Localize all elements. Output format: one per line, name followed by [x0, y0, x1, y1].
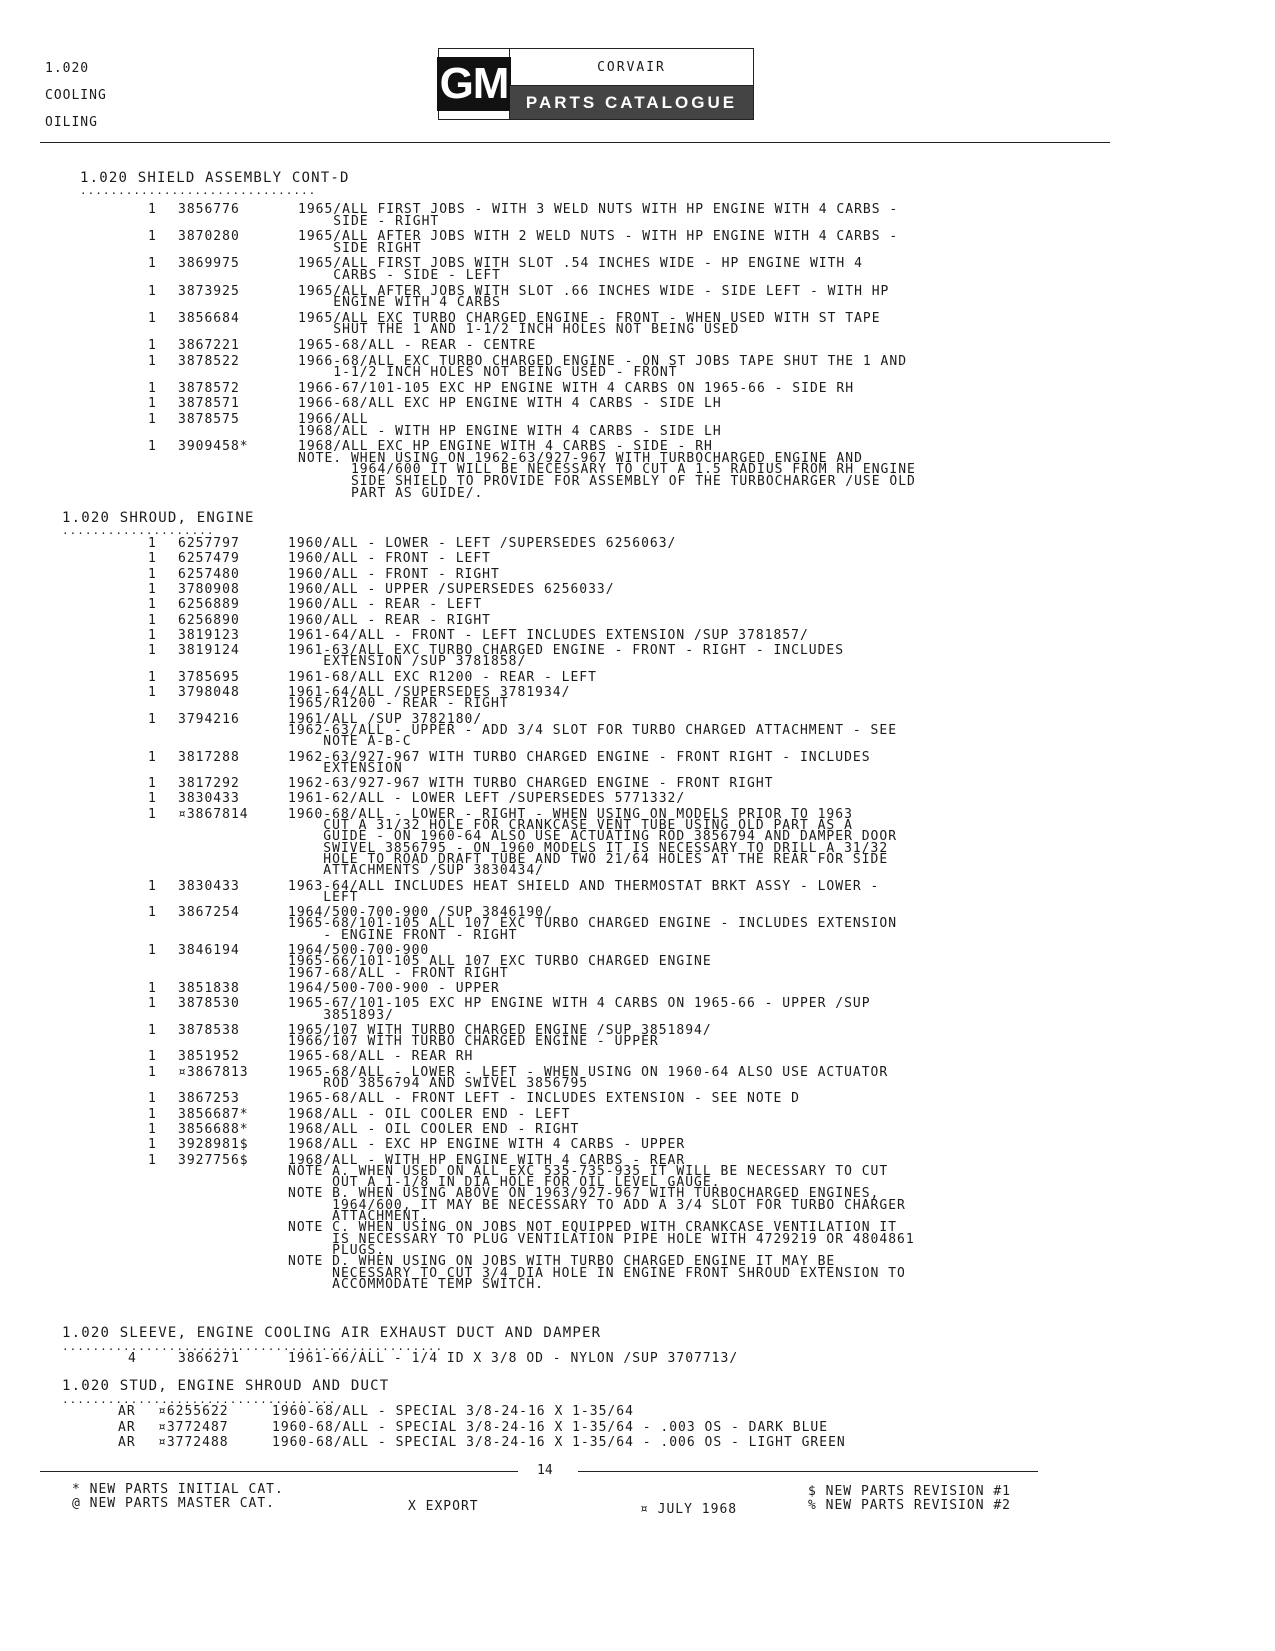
description-cell: 1961/ALL /SUP 3782180/	[288, 711, 483, 727]
part-number-cell: ¤6255622	[158, 1404, 229, 1419]
description-cell: NOTE C. WHEN USING ON JOBS NOT EQUIPPED WITH CRANKCASE VENTILATION IT	[288, 1220, 898, 1236]
quantity-cell: 1	[148, 396, 157, 412]
description-cell: SIDE SHIELD TO PROVIDE FOR ASSEMBLY OF THE TURBOCHARGER /USE OLD	[298, 474, 916, 489]
quantity-cell: 1	[148, 612, 157, 628]
part-number-cell: 3867254	[178, 905, 240, 921]
quantity-cell: 1	[148, 980, 157, 996]
quantity-cell: 1	[148, 202, 157, 217]
quantity-cell: 1	[148, 878, 157, 894]
description-cell: 1960/ALL - LOWER - LEFT /SUPERSEDES 6256063/	[288, 536, 677, 551]
quantity-cell: 1	[148, 1121, 157, 1137]
description-cell: 1962-63/927-967 WITH TURBO CHARGED ENGINE - FRONT RIGHT	[288, 776, 774, 792]
description-cell: GUIDE - ON 1960-64 ALSO USE ACTUATING ROD 3856794 AND DAMPER DOOR	[288, 829, 898, 845]
description-cell: 1965-66/101-105 ALL 107 EXC TURBO CHARGED ENGINE	[288, 954, 712, 970]
part-number-cell: ¤3867814	[178, 806, 249, 822]
description-cell: 1965/ALL FIRST JOBS - WITH 3 WELD NUTS WITH HP ENGINE WITH 4 CARBS -	[298, 202, 899, 217]
description-cell: 1961-66/ALL - 1/4 ID X 3/8 OD - NYLON /SUP 3707713/	[288, 1351, 739, 1366]
description-cell: SHUT THE 1 AND 1-1/2 INCH HOLES NOT BEING USED	[298, 322, 740, 338]
part-number-cell: 6257479	[178, 551, 240, 567]
quantity-cell: 1	[148, 806, 157, 822]
part-number-cell: 3819123	[178, 627, 240, 643]
part-number-cell: 3873925	[178, 283, 240, 299]
quantity-cell: 1	[148, 943, 157, 958]
description-cell: 1961-68/ALL EXC R1200 - REAR - LEFT	[288, 669, 597, 685]
description-cell: 1966/ALL	[298, 412, 369, 427]
description-cell: 1960-68/ALL - SPECIAL 3/8-24-16 X 1-35/64 - .003 OS - DARK BLUE	[272, 1419, 829, 1435]
quantity-cell: 1	[148, 1106, 157, 1122]
description-cell: 1968/ALL - OIL COOLER END - LEFT	[288, 1106, 571, 1122]
quantity-cell: 1	[148, 581, 157, 597]
description-cell: LEFT	[288, 889, 359, 905]
description-cell: NOTE B. WHEN USING ABOVE ON 1963/927-967 WITH TURBOCHARGED ENGINES,	[288, 1186, 880, 1202]
description-cell: NOTE A. WHEN USED ON ALL EXC 535-735-935 IT WILL BE NECESSARY TO CUT	[288, 1163, 889, 1179]
description-cell: 3851893/	[288, 1007, 394, 1023]
part-number-cell: 6256889	[178, 597, 240, 613]
part-number-cell: 3878530	[178, 996, 240, 1012]
description-cell: 1963-64/ALL INCLUDES HEAT SHIELD AND THERMOSTAT BRKT ASSY - LOWER -	[288, 878, 880, 894]
description-cell: 1968/ALL - WITH HP ENGINE WITH 4 CARBS - REAR	[288, 1152, 686, 1168]
quantity-cell: 4	[128, 1351, 137, 1366]
section-dot-leader: ....................................	[62, 1393, 337, 1406]
quantity-cell: 1	[148, 566, 157, 582]
description-cell: 1964/500-700-900 - UPPER	[288, 980, 500, 996]
quantity-cell: 1	[148, 711, 157, 727]
part-number-cell: 3780908	[178, 581, 240, 597]
quantity-cell: 1	[148, 1137, 157, 1153]
gm-logo	[439, 49, 510, 119]
description-cell: CUT A 31/32 HOLE FOR CRANKCASE VENT TUBE USING OLD PART AS A	[288, 818, 853, 833]
part-number-cell: 3817292	[178, 776, 240, 792]
quantity-cell: 1	[148, 791, 157, 807]
description-cell: ATTACHMENTS /SUP 3830434/	[288, 863, 544, 879]
legend-export: X EXPORT	[408, 1499, 479, 1514]
description-cell: PART AS GUIDE/.	[298, 485, 484, 501]
quantity-cell: 1	[148, 669, 157, 685]
description-cell: 1968/ALL - EXC HP ENGINE WITH 4 CARBS - UPPER	[288, 1137, 686, 1153]
description-cell: 1966-67/101-105 EXC HP ENGINE WITH 4 CARBS ON 1965-66 - SIDE RH	[298, 380, 855, 396]
quantity-cell: 1	[148, 627, 157, 643]
section-code: 1.020	[45, 61, 90, 76]
page-number: 14	[537, 1463, 553, 1478]
catalog-date: ¤ JULY 1968	[640, 1502, 738, 1517]
description-cell: 1966/107 WITH TURBO CHARGED ENGINE - UPPER	[288, 1034, 659, 1050]
header-rule	[40, 142, 1110, 143]
part-number-cell: 3878571	[178, 396, 240, 412]
description-cell: 1965/ALL AFTER JOBS WITH SLOT .66 INCHES WIDE - SIDE LEFT - WITH HP	[298, 283, 890, 299]
description-cell: 1964/500-700-900 /SUP 3846190/	[288, 905, 553, 921]
part-number-cell: ¤3772487	[158, 1419, 229, 1435]
description-cell: 1965/ALL FIRST JOBS WITH SLOT .54 INCHES WIDE - HP ENGINE WITH 4	[298, 256, 863, 272]
quantity-cell: 1	[148, 536, 157, 551]
catalogue-title: PARTS CATALOGUE	[510, 85, 753, 119]
description-cell: 1968/ALL - OIL COOLER END - RIGHT	[288, 1121, 580, 1137]
description-cell: 1965/R1200 - REAR - RIGHT	[288, 696, 509, 712]
quantity-cell: 1	[148, 283, 157, 299]
description-cell: 1960-68/ALL - SPECIAL 3/8-24-16 X 1-35/64 - .006 OS - LIGHT GREEN	[272, 1435, 846, 1451]
description-cell: 1964/600, IT MAY BE NECESSARY TO ADD A 3/4 SLOT FOR TURBO CHARGER	[288, 1197, 906, 1213]
part-number-cell: ¤3772488	[158, 1435, 229, 1451]
description-cell: NECESSARY TO CUT 3/4 DIA HOLE IN ENGINE FRONT SHROUD EXTENSION TO	[288, 1265, 906, 1281]
description-cell: 1960/ALL - REAR - RIGHT	[288, 612, 492, 628]
description-cell: SWIVEL 3856795 - ON 1960 MODELS IT IS NECESSARY TO DRILL A 31/32	[288, 840, 889, 856]
part-number-cell: 3878538	[178, 1022, 240, 1038]
quantity-cell: 1	[148, 1049, 157, 1065]
part-number-cell: 3785695	[178, 669, 240, 685]
gm-logo-banner	[438, 48, 754, 120]
legend-initial: * NEW PARTS INITIAL CAT.	[72, 1482, 284, 1497]
quantity-cell: 1	[148, 439, 157, 455]
description-cell: NOTE. WHEN USING ON 1962-63/927-967 WITH TURBOCHARGED ENGINE AND	[298, 450, 863, 466]
quantity-cell: 1	[148, 685, 157, 700]
quantity-cell: 1	[148, 776, 157, 792]
description-cell: 1965-67/101-105 EXC HP ENGINE WITH 4 CARBS ON 1965-66 - UPPER /SUP	[288, 996, 871, 1012]
section-header-block	[45, 55, 107, 136]
description-cell: 1960-68/ALL - SPECIAL 3/8-24-16 X 1-35/64	[272, 1404, 634, 1419]
description-cell: EXTENSION	[288, 760, 403, 776]
description-cell: 1965-68/101-105 ALL 107 EXC TURBO CHARGED ENGINE - INCLUDES EXTENSION	[288, 916, 898, 932]
description-cell: PLUGS.	[288, 1242, 386, 1258]
quantity-cell: 1	[148, 551, 157, 567]
part-number-cell: ¤3867813	[178, 1064, 249, 1080]
quantity-cell: 1	[148, 229, 157, 245]
part-number-cell: 3830433	[178, 791, 240, 807]
description-cell: 1965-68/ALL - LOWER - LEFT - WHEN USING ON 1960-64 ALSO USE ACTUATOR	[288, 1064, 889, 1080]
quantity-cell: AR	[118, 1404, 136, 1419]
quantity-cell: 1	[148, 310, 157, 326]
description-cell: ENGINE WITH 4 CARBS	[298, 295, 502, 311]
part-number-cell: 3909458*	[178, 439, 249, 455]
description-cell: 1960/ALL - FRONT - LEFT	[288, 551, 492, 567]
description-cell: 1962-63/ALL - UPPER - ADD 3/4 SLOT FOR TURBO CHARGED ATTACHMENT - SEE	[288, 722, 898, 738]
description-cell: 1960-68/ALL - LOWER - RIGHT - WHEN USING ON MODELS PRIOR TO 1963	[288, 806, 853, 822]
description-cell: 1960/ALL - UPPER /SUPERSEDES 6256033/	[288, 581, 615, 597]
part-number-cell: 3851838	[178, 980, 240, 996]
quantity-cell: 1	[148, 1064, 157, 1080]
part-number-cell: 3817288	[178, 749, 240, 765]
description-cell: 1965-68/ALL - FRONT LEFT - INCLUDES EXTENSION - SEE NOTE D	[288, 1091, 800, 1107]
description-cell: 1968/ALL - WITH HP ENGINE WITH 4 CARBS - SIDE LH	[298, 423, 722, 439]
description-cell: IS NECESSARY TO PLUG VENTILATION PIPE HOLE WITH 4729219 OR 4804861	[288, 1231, 915, 1247]
description-cell: ATTACHMENT.	[288, 1209, 430, 1224]
brand-name: CORVAIR	[597, 59, 666, 75]
quantity-cell: AR	[118, 1435, 136, 1451]
part-number-cell: 3866271	[178, 1351, 240, 1366]
part-number-cell: 3798048	[178, 685, 240, 700]
description-cell: 1-1/2 INCH HOLES NOT BEING USED - FRONT	[298, 365, 678, 381]
section-dot-leader: ..................................................	[62, 1340, 444, 1353]
description-cell: 1968/ALL EXC HP ENGINE WITH 4 CARBS - SIDE - RH	[298, 439, 713, 455]
description-cell: 1965/ALL EXC TURBO CHARGED ENGINE - FRONT - WHEN USED WITH ST TAPE	[298, 310, 881, 326]
part-number-cell: 3927756$	[178, 1152, 249, 1168]
section-title: 1.020 SHROUD, ENGINE	[62, 510, 255, 526]
quantity-cell: 1	[148, 338, 157, 353]
part-number-cell: 3867253	[178, 1091, 240, 1107]
description-cell: EXTENSION /SUP 3781858/	[288, 654, 527, 670]
part-number-cell: 3856684	[178, 310, 240, 326]
gm-logo-text: GM	[437, 57, 512, 111]
part-number-cell: 3851952	[178, 1049, 240, 1065]
description-cell: OUT A 1-1/8 IN DIA HOLE FOR OIL LEVEL GAUGE.	[288, 1175, 721, 1191]
description-cell: 1965-68/ALL - REAR RH	[288, 1049, 474, 1065]
part-number-cell: 3928981$	[178, 1137, 249, 1153]
description-cell: NOTE D. WHEN USING ON JOBS WITH TURBO CHARGED ENGINE IT MAY BE	[288, 1254, 836, 1270]
description-cell: 1962-63/927-967 WITH TURBO CHARGED ENGINE - FRONT RIGHT - INCLUDES	[288, 749, 871, 765]
part-number-cell: 3856687*	[178, 1106, 249, 1122]
quantity-cell: 1	[148, 597, 157, 613]
quantity-cell: 1	[148, 256, 157, 272]
quantity-cell: 1	[148, 749, 157, 765]
description-cell: 1961-62/ALL - LOWER LEFT /SUPERSEDES 5771332/	[288, 791, 686, 807]
description-cell: 1965/107 WITH TURBO CHARGED ENGINE /SUP 3851894/	[288, 1022, 712, 1038]
part-number-cell: 3878575	[178, 412, 240, 427]
part-number-cell: 3878522	[178, 353, 240, 369]
part-number-cell: 3856776	[178, 202, 240, 217]
part-number-cell: 3869975	[178, 256, 240, 272]
part-number-cell: 3870280	[178, 229, 240, 245]
description-cell: 1967-68/ALL - FRONT RIGHT	[288, 965, 509, 981]
part-number-cell: 3830433	[178, 878, 240, 894]
section-title: 1.020 SHIELD ASSEMBLY CONT-D	[80, 170, 350, 186]
quantity-cell: 1	[148, 1152, 157, 1168]
legend-revision-2: % NEW PARTS REVISION #2	[808, 1498, 1012, 1513]
part-number-cell: 3846194	[178, 943, 240, 958]
quantity-cell: AR	[118, 1419, 136, 1435]
section-title: 1.020 SLEEVE, ENGINE COOLING AIR EXHAUST DUCT AND DAMPER	[62, 1325, 602, 1341]
quantity-cell: 1	[148, 1091, 157, 1107]
part-number-cell: 3856688*	[178, 1121, 249, 1137]
footer-rule-right	[578, 1471, 1038, 1472]
description-cell: 1966-68/ALL EXC TURBO CHARGED ENGINE - ON ST JOBS TAPE SHUT THE 1 AND	[298, 353, 908, 369]
group-name-oiling: OILING	[45, 115, 98, 130]
description-cell: CARBS - SIDE - LEFT	[298, 268, 502, 283]
part-number-cell: 3867221	[178, 338, 240, 353]
quantity-cell: 1	[148, 643, 157, 659]
part-number-cell: 3794216	[178, 711, 240, 727]
description-cell: SIDE - RIGHT	[298, 213, 440, 229]
description-cell: 1960/ALL - FRONT - RIGHT	[288, 566, 500, 582]
quantity-cell: 1	[148, 905, 157, 921]
part-number-cell: 6256890	[178, 612, 240, 628]
part-number-cell: 6257480	[178, 566, 240, 582]
legend-master: @ NEW PARTS MASTER CAT.	[72, 1496, 276, 1511]
legend-revision-1: $ NEW PARTS REVISION #1	[808, 1484, 1012, 1499]
description-cell: ACCOMMODATE TEMP SWITCH.	[288, 1276, 544, 1292]
quantity-cell: 1	[148, 412, 157, 427]
quantity-cell: 1	[148, 353, 157, 369]
description-cell: 1964/600 IT WILL BE NECESSARY TO CUT A 1.5 RADIUS FROM RH ENGINE	[298, 462, 916, 478]
description-cell: 1964/500-700-900	[288, 943, 430, 958]
part-number-cell: 6257797	[178, 536, 240, 551]
description-cell: 1961-63/ALL EXC TURBO CHARGED ENGINE - FRONT - RIGHT - INCLUDES	[288, 643, 845, 659]
footer-rule-left	[40, 1471, 518, 1472]
part-number-cell: 3878572	[178, 380, 240, 396]
description-cell: 1961-64/ALL /SUPERSEDES 3781934/	[288, 685, 571, 700]
description-cell: NOTE A-B-C	[288, 734, 412, 750]
description-cell: ROD 3856794 AND SWIVEL 3856795	[288, 1076, 589, 1091]
description-cell: 1960/ALL - REAR - LEFT	[288, 597, 483, 613]
description-cell: 1966-68/ALL EXC HP ENGINE WITH 4 CARBS - SIDE LH	[298, 396, 722, 412]
description-cell: 1961-64/ALL - FRONT - LEFT INCLUDES EXTENSION /SUP 3781857/	[288, 627, 809, 643]
description-cell: - ENGINE FRONT - RIGHT	[288, 927, 518, 943]
description-cell: 1965-68/ALL - REAR - CENTRE	[298, 338, 537, 353]
section-dot-leader: ...............................	[80, 184, 317, 197]
quantity-cell: 1	[148, 996, 157, 1012]
description-cell: HOLE TO ROAD DRAFT TUBE AND TWO 21/64 HOLES AT THE REAR FOR SIDE	[288, 851, 889, 867]
part-number-cell: 3819124	[178, 643, 240, 659]
quantity-cell: 1	[148, 380, 157, 396]
description-cell: 1965/ALL AFTER JOBS WITH 2 WELD NUTS - WITH HP ENGINE WITH 4 CARBS -	[298, 229, 899, 245]
section-dot-leader: ....................	[62, 524, 215, 537]
group-name-cooling: COOLING	[45, 88, 107, 103]
quantity-cell: 1	[148, 1022, 157, 1038]
section-title: 1.020 STUD, ENGINE SHROUD AND DUCT	[62, 1378, 390, 1394]
description-cell: SIDE RIGHT	[298, 240, 422, 256]
